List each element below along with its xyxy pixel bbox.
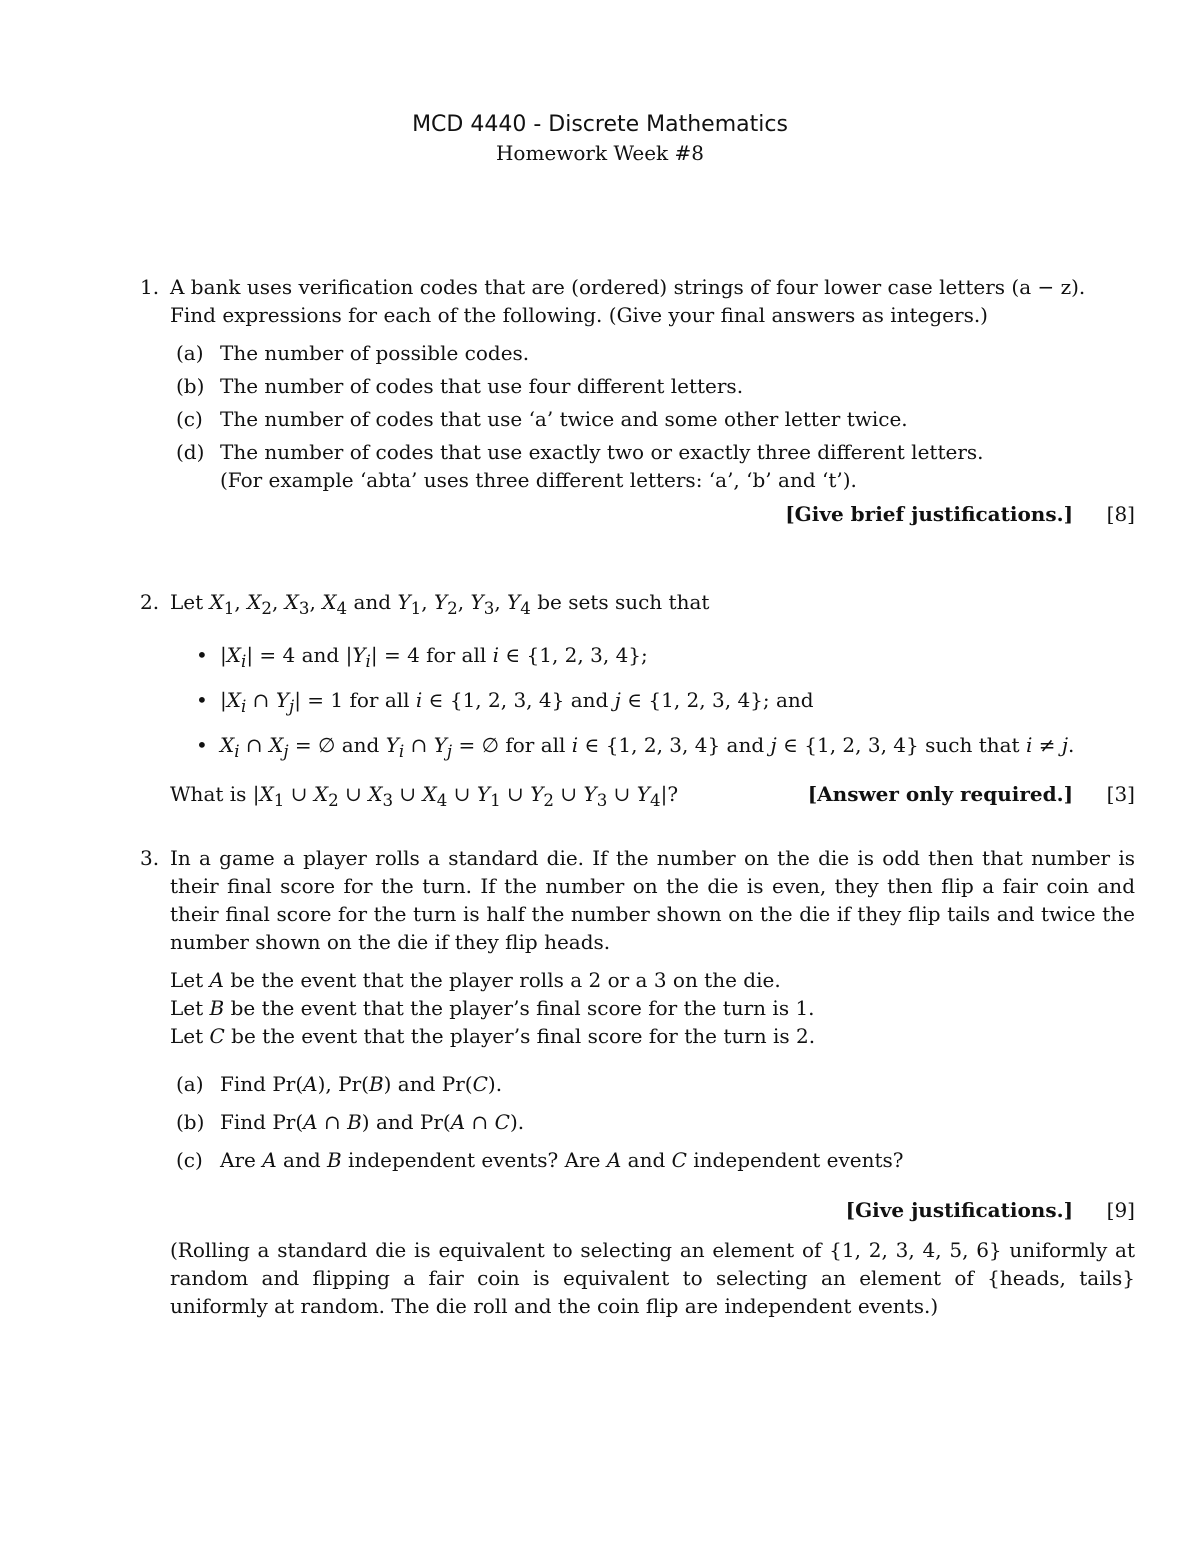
part-text: The number of possible codes. (220, 341, 530, 365)
part-text: Find Pr(A ∩ B) and Pr(A ∩ C). (220, 1110, 525, 1134)
document-header (0, 111, 1200, 167)
part-c (170, 405, 1135, 433)
question-intro-line-2: Find expressions for each of the following. (Give your final answers as integers.) (170, 303, 988, 327)
part-label: (a) (176, 341, 204, 365)
part-c (170, 1146, 1135, 1174)
event-c: Let C be the event that the player’s final score for the turn is 2. (170, 1024, 816, 1048)
mark-instruction: [Give brief justifications.] (785, 502, 1074, 526)
mark-instruction: [Answer only required.] (807, 782, 1074, 806)
part-label: (b) (176, 1110, 205, 1134)
bullet-item: • $|X_i| = 4$ and $|Y_i| = 4$ for all i ∈ {1, 2, 3, 4}; (196, 643, 648, 671)
part-a (170, 1070, 1135, 1098)
marks-line (170, 1196, 1135, 1224)
bullet-icon: • (196, 733, 208, 757)
bullet-item: • $X_i$ ∩ $X_j$ = ∅ and $Y_i$ ∩ $Y_j$ = ∅ for all i ∈ {1, 2, 3, 4} and j ∈ {1, 2, 3, 4} such that i ≠ j. (196, 733, 1075, 761)
bullet-item: • $|X_i$ ∩ $Y_j| = 1$ for all i ∈ {1, 2, 3, 4} and j ∈ {1, 2, 3, 4}; and (196, 688, 814, 716)
marks-line (170, 500, 1135, 528)
course-title: MCD 4440 - Discrete Mathematics (412, 112, 788, 137)
question-2 (140, 588, 1135, 815)
marks-line (808, 780, 1135, 815)
question-intro: Let $X_1$, $X_2$, $X_3$, $X_4$ and $Y_1$, $Y_2$, $Y_3$, $Y_4$ be sets such that (170, 590, 710, 618)
part-a (170, 339, 1135, 367)
part-text: The number of codes that use four different letters. (220, 374, 744, 398)
part-label: (a) (176, 1072, 204, 1096)
question-intro: In a game a player rolls a standard die. If the number on the die is odd then that number is their final score for the turn. If the number on the die is even, they then flip a fair coin and their final score for the turn is half the number shown on the die if they flip tails and twice the number shown on the die if they flip heads. (170, 846, 1135, 954)
question-number: 2. (140, 590, 160, 614)
part-b (170, 1108, 1135, 1136)
event-a: Let A be the event that the player rolls a 2 or a 3 on the die. (170, 968, 781, 992)
mark-instruction: [Give justifications.] (845, 1198, 1074, 1222)
bullet-icon: • (196, 643, 208, 667)
question-intro-line-1: A bank uses verification codes that are (ordered) strings of four lower case letters (a − z). (170, 275, 1086, 299)
question-note: (Rolling a standard die is equivalent to selecting an element of {1, 2, 3, 4, 5, 6} uniformly at random and flipping a fair coin is equivalent to selecting an element of {heads, tails} uniformly at random. The die roll and the coin flip are independent events.) (170, 1238, 1135, 1318)
question-text: What is $|X_1$ ∪ $X_2$ ∪ $X_3$ ∪ $X_4$ ∪ $Y_1$ ∪ $Y_2$ ∪ $Y_3$ ∪ $Y_4|$? (170, 782, 679, 810)
bullet-icon: • (196, 688, 208, 712)
part-label: (b) (176, 374, 205, 398)
part-b (170, 372, 1135, 400)
question-1 (140, 273, 1135, 528)
question-row (170, 780, 1135, 815)
part-label: (c) (176, 1148, 203, 1172)
mark-points: [9] (1106, 1198, 1135, 1222)
event-b: Let B be the event that the player’s final score for the turn is 1. (170, 996, 815, 1020)
part-d (170, 438, 1135, 494)
part-d-note: (For example ‘abta’ uses three different letters: ‘a’, ‘b’ and ‘t’). (220, 468, 857, 492)
part-label: (c) (176, 407, 203, 431)
part-text: Are A and B independent events? Are A and C independent events? (220, 1148, 904, 1172)
question-3 (140, 844, 1135, 1320)
homework-subtitle: Homework Week #8 (495, 141, 705, 165)
part-text: Find Pr(A), Pr(B) and Pr(C). (220, 1072, 503, 1096)
question-number: 3. (140, 846, 160, 870)
question-number: 1. (140, 275, 160, 299)
mark-points: [3] (1106, 782, 1135, 806)
part-text: The number of codes that use exactly two or exactly three different letters. (220, 440, 984, 464)
part-label: (d) (176, 440, 205, 464)
part-text: The number of codes that use ‘a’ twice and some other letter twice. (220, 407, 908, 431)
mark-points: [8] (1106, 502, 1135, 526)
